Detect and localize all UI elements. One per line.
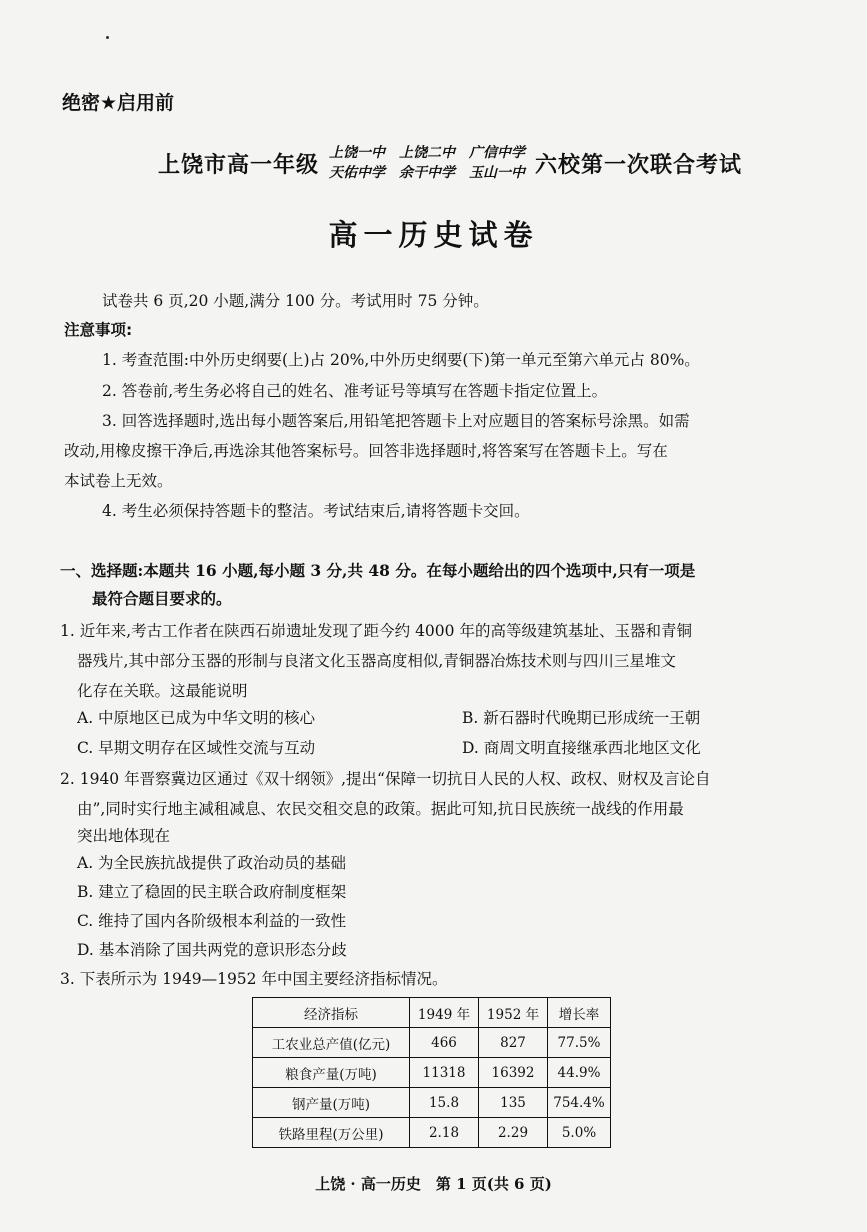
notice-item: 2. 答卷前,考生务必将自己的姓名、准考证号等填写在答题卡指定位置上。 <box>102 382 608 400</box>
question-stem: 3. 下表所示为 1949—1952 年中国主要经济指标情况。 <box>60 970 448 988</box>
table-cell: 2.29 <box>479 1118 548 1148</box>
section-heading: 最符合题目要求的。 <box>92 589 232 608</box>
table-cell: 5.0% <box>548 1118 611 1148</box>
table-cell: 754.4% <box>548 1088 611 1118</box>
table-cell: 工农业总产值(亿元) <box>253 1028 410 1058</box>
school-name: 余干中学 <box>399 164 456 181</box>
option-c: C. 维持了国内各阶级根本利益的一致性 <box>77 912 347 930</box>
table-cell: 2.18 <box>410 1118 479 1148</box>
table-row <box>253 1118 611 1148</box>
question-stem: 突出地体现在 <box>77 827 171 845</box>
table-cell: 44.9% <box>548 1058 611 1088</box>
table-cell: 11318 <box>410 1058 479 1088</box>
option-d: D. 基本消除了国共两党的意识形态分歧 <box>77 941 347 959</box>
question-stem: 1. 近年来,考古工作者在陕西石峁遗址发现了距今约 4000 年的高等级建筑基址、玉器和青铜 <box>60 622 692 640</box>
school-list <box>329 144 525 183</box>
table-cell: 粮食产量(万吨) <box>253 1058 410 1088</box>
school-name: 天佑中学 <box>329 164 386 181</box>
table-header: 1952 年 <box>479 998 548 1028</box>
option-b: B. 建立了稳固的民主联合政府制度框架 <box>77 883 347 901</box>
question-stem: 化存在关联。这最能说明 <box>77 682 248 700</box>
table-cell: 827 <box>479 1028 548 1058</box>
secret-label: 绝密★启用前 <box>62 92 175 114</box>
table-cell: 15.8 <box>410 1088 479 1118</box>
table-cell: 钢产量(万吨) <box>253 1088 410 1118</box>
page-footer: 上饶 · 高一历史 第 1 页(共 6 页) <box>315 1175 552 1193</box>
exam-header <box>158 140 742 186</box>
exam-name: 六校第一次联合考试 <box>535 151 743 178</box>
notice-item: 4. 考生必须保持答题卡的整洁。考试结束后,请将答题卡交回。 <box>102 502 530 520</box>
paper-title: 高一历史试卷 <box>328 218 539 252</box>
option-a: A. 为全民族抗战提供了政治动员的基础 <box>77 854 347 872</box>
table-cell: 135 <box>479 1088 548 1118</box>
school-name: 上饶一中 <box>329 144 386 161</box>
question-stem: 由”,同时实行地主减租减息、农民交租交息的政策。据此可知,抗日民族统一战线的作用最 <box>77 800 684 818</box>
table-header: 增长率 <box>548 998 611 1028</box>
economic-indicator-table <box>252 997 611 1148</box>
table-cell: 77.5% <box>548 1028 611 1058</box>
option-b: B. 新石器时代晚期已形成统一王朝 <box>462 709 701 727</box>
table-header: 1949 年 <box>410 998 479 1028</box>
scan-speck <box>106 36 109 39</box>
school-name: 上饶二中 <box>399 144 456 161</box>
notice-item: 本试卷上无效。 <box>64 472 173 490</box>
intro-text: 试卷共 6 页,20 小题,满分 100 分。考试用时 75 分钟。 <box>102 292 489 310</box>
option-a: A. 中原地区已成为中华文明的核心 <box>77 709 316 727</box>
table-row <box>253 1058 611 1088</box>
table-header-row <box>253 998 611 1028</box>
option-c: C. 早期文明存在区域性交流与互动 <box>77 739 316 757</box>
table-row <box>253 1088 611 1118</box>
table-header: 经济指标 <box>253 998 410 1028</box>
section-heading: 一、选择题:本题共 16 小题,每小题 3 分,共 48 分。在每小题给出的四个选项中,只有一项是 <box>60 561 696 580</box>
notice-item: 1. 考查范围:中外历史纲要(上)占 20%,中外历史纲要(下)第一单元至第六单元占 80%。 <box>102 351 700 369</box>
city-grade: 上饶市高一年级 <box>158 151 320 178</box>
notice-item: 改动,用橡皮擦干净后,再选涂其他答案标号。回答非选择题时,将答案写在答题卡上。写在 <box>64 442 668 460</box>
table-cell: 铁路里程(万公里) <box>253 1118 410 1148</box>
school-name: 广信中学 <box>469 144 526 161</box>
notice-heading: 注意事项: <box>64 321 133 339</box>
table-cell: 16392 <box>479 1058 548 1088</box>
table-cell: 466 <box>410 1028 479 1058</box>
table-row <box>253 1028 611 1058</box>
question-stem: 器残片,其中部分玉器的形制与良渚文化玉器高度相似,青铜器冶炼技术则与四川三星堆文 <box>77 652 676 670</box>
notice-item: 3. 回答选择题时,选出每小题答案后,用铅笔把答题卡上对应题目的答案标号涂黑。如需 <box>102 412 690 430</box>
school-name: 玉山一中 <box>469 164 526 181</box>
option-d: D. 商周文明直接继承西北地区文化 <box>462 739 701 757</box>
question-stem: 2. 1940 年晋察冀边区通过《双十纲领》,提出“保障一切抗日人民的人权、政权、财权及言论自 <box>60 770 711 788</box>
